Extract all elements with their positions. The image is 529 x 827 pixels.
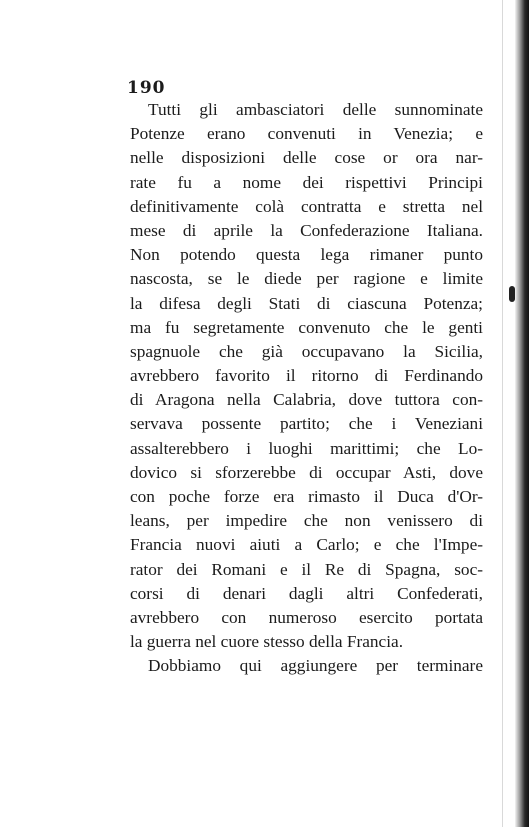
text-line: Dobbiamo qui aggiungere per terminare	[148, 656, 483, 676]
page-number: 190	[127, 78, 166, 98]
text-line: con poche forze era rimasto il Duca d'Or-	[130, 487, 483, 506]
text-line: la guerra nel cuore stesso della Francia.	[130, 632, 404, 652]
text-line: nascosta, se le diede per ragione e limite	[130, 269, 483, 289]
text-line: la difesa degli Stati di ciascuna Potenza;	[130, 293, 483, 313]
text-line: rator dei Romani e il Re di Spagna, soc-	[130, 559, 483, 579]
page-fold-line	[502, 0, 503, 827]
text-line: avrebbero con numeroso esercito portata	[130, 607, 483, 627]
text-line: di Aragona nella Calabria, dove tuttora con-	[130, 390, 483, 410]
text-line: Potenze erano convenuti in Venezia; e	[130, 124, 483, 144]
text-line: corsi di denari dagli altri Confederati,	[130, 583, 483, 603]
text-line: definitivamente colà contratta e stretta nel	[130, 196, 483, 216]
text-line: Tutti gli ambasciatori delle sunnominate	[148, 100, 483, 119]
text-line: ma fu segretamente convenuto che le genti	[130, 317, 483, 337]
text-line: avrebbero favorito il ritorno di Ferdinando	[130, 366, 483, 386]
text-line: assalterebbero i luoghi marittimi; che Lo-	[130, 438, 483, 458]
text-line: Francia nuovi aiuti a Carlo; e che l'Impe-	[130, 535, 483, 555]
text-line: spagnuole che già occupavano la Sicilia,	[130, 341, 483, 361]
edge-mark	[509, 286, 515, 302]
text-line: leans, per impedire che non venissero di	[130, 511, 483, 531]
text-line: Non potendo questa lega rimaner punto	[130, 245, 483, 265]
text-line: dovico si sforzerebbe di occupar Asti, dove	[130, 462, 483, 482]
text-line: servava possente partito; che i Veneziani	[130, 414, 483, 434]
body-text	[130, 98, 483, 679]
binding-edge	[515, 0, 529, 827]
text-line: rate fu a nome dei rispettivi Principi	[130, 172, 483, 192]
text-line: mese di aprile la Confederazione Italiana.	[130, 220, 483, 240]
text-line: nelle disposizioni delle cose or ora nar-	[130, 148, 483, 168]
